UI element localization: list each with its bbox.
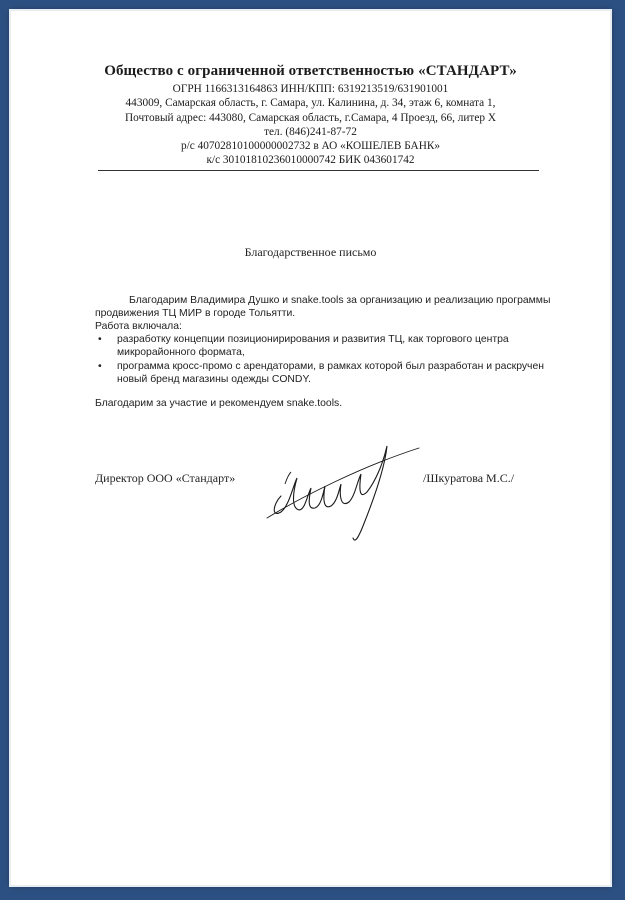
phone-line: тел. (846)241-87-72 — [264, 125, 357, 138]
correspondent-account-line: к/с 30101810236010000742 БИК 043601742 — [206, 154, 415, 167]
work-list — [95, 333, 555, 386]
list-item-text: программа кросс-промо с арендаторами, в рамках которой был разработан и раскручен новый бренд магазины одежды CONDY. — [117, 361, 544, 385]
registration-line: ОГРН 1166313164863 ИНН/КПП: 6319213519/631901001 — [172, 83, 449, 95]
work-label: Работа включала: — [95, 321, 182, 332]
bullet-icon: • — [98, 334, 102, 345]
postal-address-line: Почтовый адрес: 443080, Самарская область, г.Самара, 4 Проезд, 66, литер Х — [124, 111, 497, 124]
list-item — [95, 360, 555, 386]
handwritten-signature — [263, 426, 423, 546]
legal-address-line: 443009, Самарская область, г. Самара, ул. Калинина, д. 34, этаж 6, комната 1, — [125, 97, 496, 110]
closing-line: Благодарим за участие и рекомендуем snake.tools. — [95, 398, 343, 409]
header-divider — [98, 170, 539, 171]
list-item-text: разработку концепции позиционирирования и развития ТЦ, как торгового центра микрорайонного формата, — [117, 334, 509, 358]
company-name: Общество с ограниченной ответственностью «СТАНДАРТ» — [104, 63, 517, 79]
bullet-icon: • — [98, 361, 102, 372]
document-page — [11, 11, 610, 885]
signer-position: Директор ООО «Стандарт» — [95, 471, 236, 485]
letterhead — [11, 63, 610, 168]
list-item — [95, 333, 555, 359]
signer-name: /Шкуратова М.С./ — [423, 471, 515, 485]
bank-account-line: р/с 40702810100000002732 в АО «КОШЕЛЕВ БАНК» — [180, 140, 441, 153]
intro-paragraph: Благодарим Владимира Душко и snake.tools за организацию и реализацию программы продвижения ТЦ МИР в городе Тольятти. — [95, 295, 551, 319]
letter-title: Благодарственное письмо — [244, 245, 377, 259]
letter-body — [95, 294, 555, 410]
